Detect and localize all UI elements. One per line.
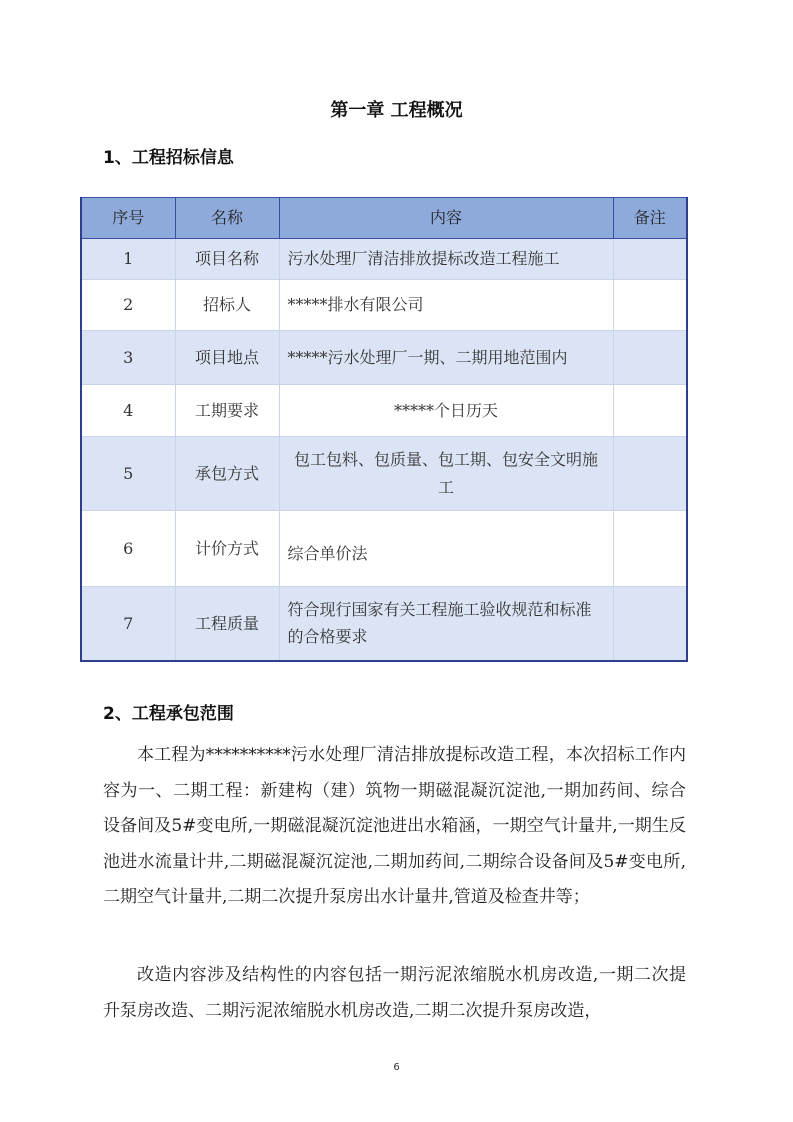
cell-no: 1	[81, 239, 175, 280]
cell-no: 6	[81, 511, 175, 587]
cell-content: *****排水有限公司	[279, 280, 613, 331]
scope-paragraph-1: 本工程为**********污水处理厂清洁排放提标改造工程，本次招标工作内容为一、二期工程：新建构（建）筑物一期磁混凝沉淀池,一期加药间、综合设备间及5#变电所,一期磁混凝沉淀池进出水箱涵，一期空气计量井,一期生反池进水流量计井,二期磁混凝沉淀池,二期加药间,二期综合设备间及5#变电所,二期空气计量井,二期二次提升泵房出水计量井,管道及检查井等；	[103, 745, 686, 907]
cell-name: 承包方式	[175, 437, 279, 511]
table-row	[81, 385, 687, 437]
table-row	[81, 587, 687, 661]
cell-name: 计价方式	[175, 511, 279, 587]
cell-content: 污水处理厂清洁排放提标改造工程施工	[279, 239, 613, 280]
header-note: 备注	[613, 198, 687, 239]
bid-info-table	[80, 197, 688, 662]
table-row	[81, 280, 687, 331]
cell-note	[613, 511, 687, 587]
cell-note	[613, 280, 687, 331]
section-heading-contract-scope: 2、工程承包范围	[103, 704, 234, 724]
table-row	[81, 511, 687, 587]
cell-name: 项目名称	[175, 239, 279, 280]
table-row	[81, 437, 687, 511]
cell-content: 包工包料、包质量、包工期、包安全文明施工	[279, 437, 613, 511]
header-no: 序号	[81, 198, 175, 239]
cell-name: 招标人	[175, 280, 279, 331]
cell-no: 2	[81, 280, 175, 331]
cell-no: 7	[81, 587, 175, 661]
page-number: 6	[393, 1062, 400, 1073]
cell-no: 3	[81, 331, 175, 385]
chapter-title: 第一章 工程概况	[330, 100, 463, 121]
cell-no: 4	[81, 385, 175, 437]
cell-note	[613, 331, 687, 385]
table-row	[81, 239, 687, 280]
cell-content: *****个日历天	[279, 385, 613, 437]
table-header-row	[81, 198, 687, 239]
cell-no: 5	[81, 437, 175, 511]
section-heading-bid-info: 1、工程招标信息	[103, 148, 234, 168]
cell-content: *****污水处理厂一期、二期用地范围内	[279, 331, 613, 385]
cell-content: 综合单价法	[279, 511, 613, 587]
header-name: 名称	[175, 198, 279, 239]
cell-note	[613, 239, 687, 280]
cell-name: 项目地点	[175, 331, 279, 385]
cell-name: 工程质量	[175, 587, 279, 661]
cell-name: 工期要求	[175, 385, 279, 437]
cell-note	[613, 385, 687, 437]
cell-content: 符合现行国家有关工程施工验收规范和标准的合格要求	[279, 587, 613, 661]
scope-paragraph-2: 改造内容涉及结构性的内容包括一期污泥浓缩脱水机房改造,一期二次提升泵房改造、二期污泥浓缩脱水机房改造,二期二次提升泵房改造，	[103, 965, 686, 1021]
header-content: 内容	[279, 198, 613, 239]
cell-note	[613, 437, 687, 511]
table-row	[81, 331, 687, 385]
cell-note	[613, 587, 687, 661]
